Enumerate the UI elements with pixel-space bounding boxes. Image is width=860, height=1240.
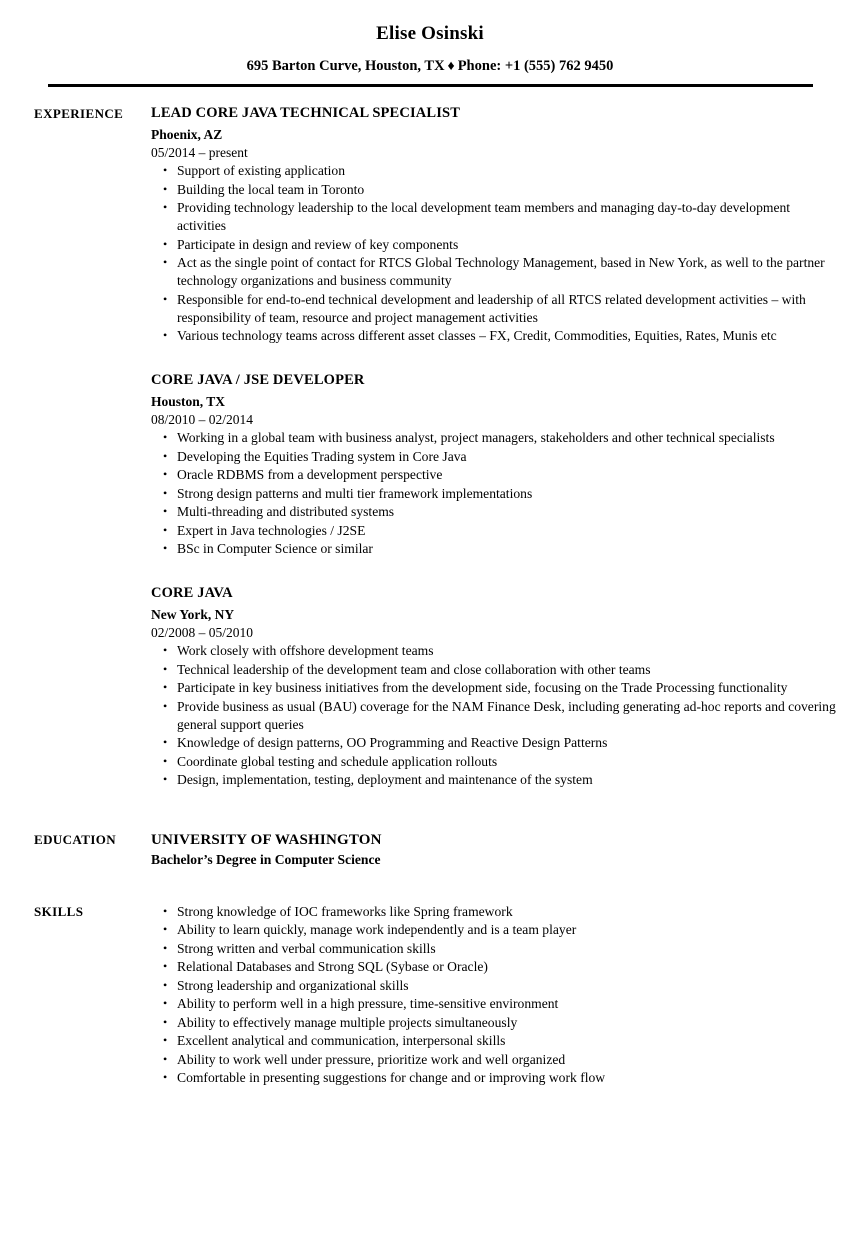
job-bullet: • Various technology teams across different asset classes – FX, Credit, Commodities, Equities, Rates, Munis etc <box>151 327 838 345</box>
job-bullet: • Provide business as usual (BAU) coverage for the NAM Finance Desk, including generating ad-hoc reports and covering general support queries <box>151 698 838 734</box>
skill-bullet: • Relational Databases and Strong SQL (Sybase or Oracle) <box>151 958 838 976</box>
skill-bullet: • Ability to effectively manage multiple projects simultaneously <box>151 1014 838 1032</box>
job-bullet: • Responsible for end-to-end technical development and leadership of all RTCS related development activities – with responsibility of team, resource and project management activities <box>151 291 838 327</box>
skill-bullet: • Comfortable in presenting suggestions for change and or improving work flow <box>151 1069 838 1087</box>
job-title: LEAD CORE JAVA TECHNICAL SPECIALIST <box>151 105 461 121</box>
job-dates: 05/2014 – present <box>151 145 248 160</box>
section-label-experience: EXPERIENCE <box>34 106 124 121</box>
job-bullet: • Strong design patterns and multi tier framework implementations <box>151 485 838 503</box>
job-bullet: • Developing the Equities Trading system in Core Java <box>151 448 838 466</box>
job-bullet: • Expert in Java technologies / J2SE <box>151 522 838 540</box>
job-bullet: • Oracle RDBMS from a development perspective <box>151 466 838 484</box>
job-bullet: • Act as the single point of contact for RTCS Global Technology Management, based in New York, as well to the partner technology organizations and business community <box>151 254 838 290</box>
diamond-separator-icon: ♦ <box>447 59 455 74</box>
contact-address: 695 Barton Curve, Houston, TX <box>246 58 445 74</box>
job-title: CORE JAVA / JSE DEVELOPER <box>151 372 365 388</box>
job-bullet-list <box>151 642 838 789</box>
job-bullet: • Work closely with offshore development teams <box>151 642 838 660</box>
experience-entry <box>151 584 838 789</box>
job-location: Phoenix, AZ <box>151 127 223 142</box>
section-label-education: EDUCATION <box>34 831 117 847</box>
job-bullet: • Knowledge of design patterns, OO Programming and Reactive Design Patterns <box>151 734 838 752</box>
skill-bullet: • Excellent analytical and communication, interpersonal skills <box>151 1032 838 1050</box>
section-skills <box>34 902 860 1088</box>
job-bullet-list <box>151 162 838 345</box>
job-title: CORE JAVA <box>151 585 233 601</box>
skill-bullet: • Ability to learn quickly, manage work independently and is a team player <box>151 921 838 939</box>
skills-bullet-list <box>151 903 838 1088</box>
skill-bullet: • Ability to perform well in a high pressure, time-sensitive environment <box>151 995 838 1013</box>
job-bullet: • Coordinate global testing and schedule application rollouts <box>151 753 838 771</box>
section-experience <box>34 104 860 790</box>
job-location: New York, NY <box>151 607 235 622</box>
education-content <box>151 830 860 869</box>
job-bullet: • Working in a global team with business analyst, project managers, stakeholders and other technical specialists <box>151 429 838 447</box>
education-degree: Bachelor’s Degree in Computer Science <box>151 851 381 867</box>
education-school: UNIVERSITY OF WASHINGTON <box>151 831 382 848</box>
job-bullet: • BSc in Computer Science or similar <box>151 540 838 558</box>
job-location: Houston, TX <box>151 394 226 409</box>
experience-entry <box>151 104 838 345</box>
skill-bullet: • Ability to work well under pressure, prioritize work and well organized <box>151 1051 838 1069</box>
experience-content <box>151 104 860 790</box>
job-bullet: • Providing technology leadership to the local development team members and managing day-to-day development activities <box>151 199 838 235</box>
skills-content <box>151 902 860 1088</box>
contact-phone: Phone: +1 (555) 762 9450 <box>457 58 614 74</box>
job-bullet: • Participate in design and review of key components <box>151 236 838 254</box>
job-bullet: • Design, implementation, testing, deployment and maintenance of the system <box>151 771 838 789</box>
job-bullet-list <box>151 429 838 558</box>
job-dates: 08/2010 – 02/2014 <box>151 412 254 427</box>
job-bullet: • Multi-threading and distributed systems <box>151 503 838 521</box>
job-bullet: • Support of existing application <box>151 162 838 180</box>
job-bullet: • Participate in key business initiatives from the development side, focusing on the Trade Processing functionality <box>151 679 838 697</box>
contact-line <box>0 56 860 77</box>
skill-bullet: • Strong knowledge of IOC frameworks like Spring framework <box>151 903 838 921</box>
candidate-name: Elise Osinski <box>376 23 484 44</box>
section-label-skills: SKILLS <box>34 903 84 919</box>
resume-header <box>0 0 860 87</box>
job-bullet: • Technical leadership of the development team and close collaboration with other teams <box>151 661 838 679</box>
experience-entry <box>151 371 838 558</box>
resume-body <box>0 87 860 1088</box>
skill-bullet: • Strong leadership and organizational skills <box>151 977 838 995</box>
job-bullet: • Building the local team in Toronto <box>151 181 838 199</box>
skill-bullet: • Strong written and verbal communication skills <box>151 940 838 958</box>
section-education <box>34 830 860 869</box>
job-dates: 02/2008 – 05/2010 <box>151 625 254 640</box>
